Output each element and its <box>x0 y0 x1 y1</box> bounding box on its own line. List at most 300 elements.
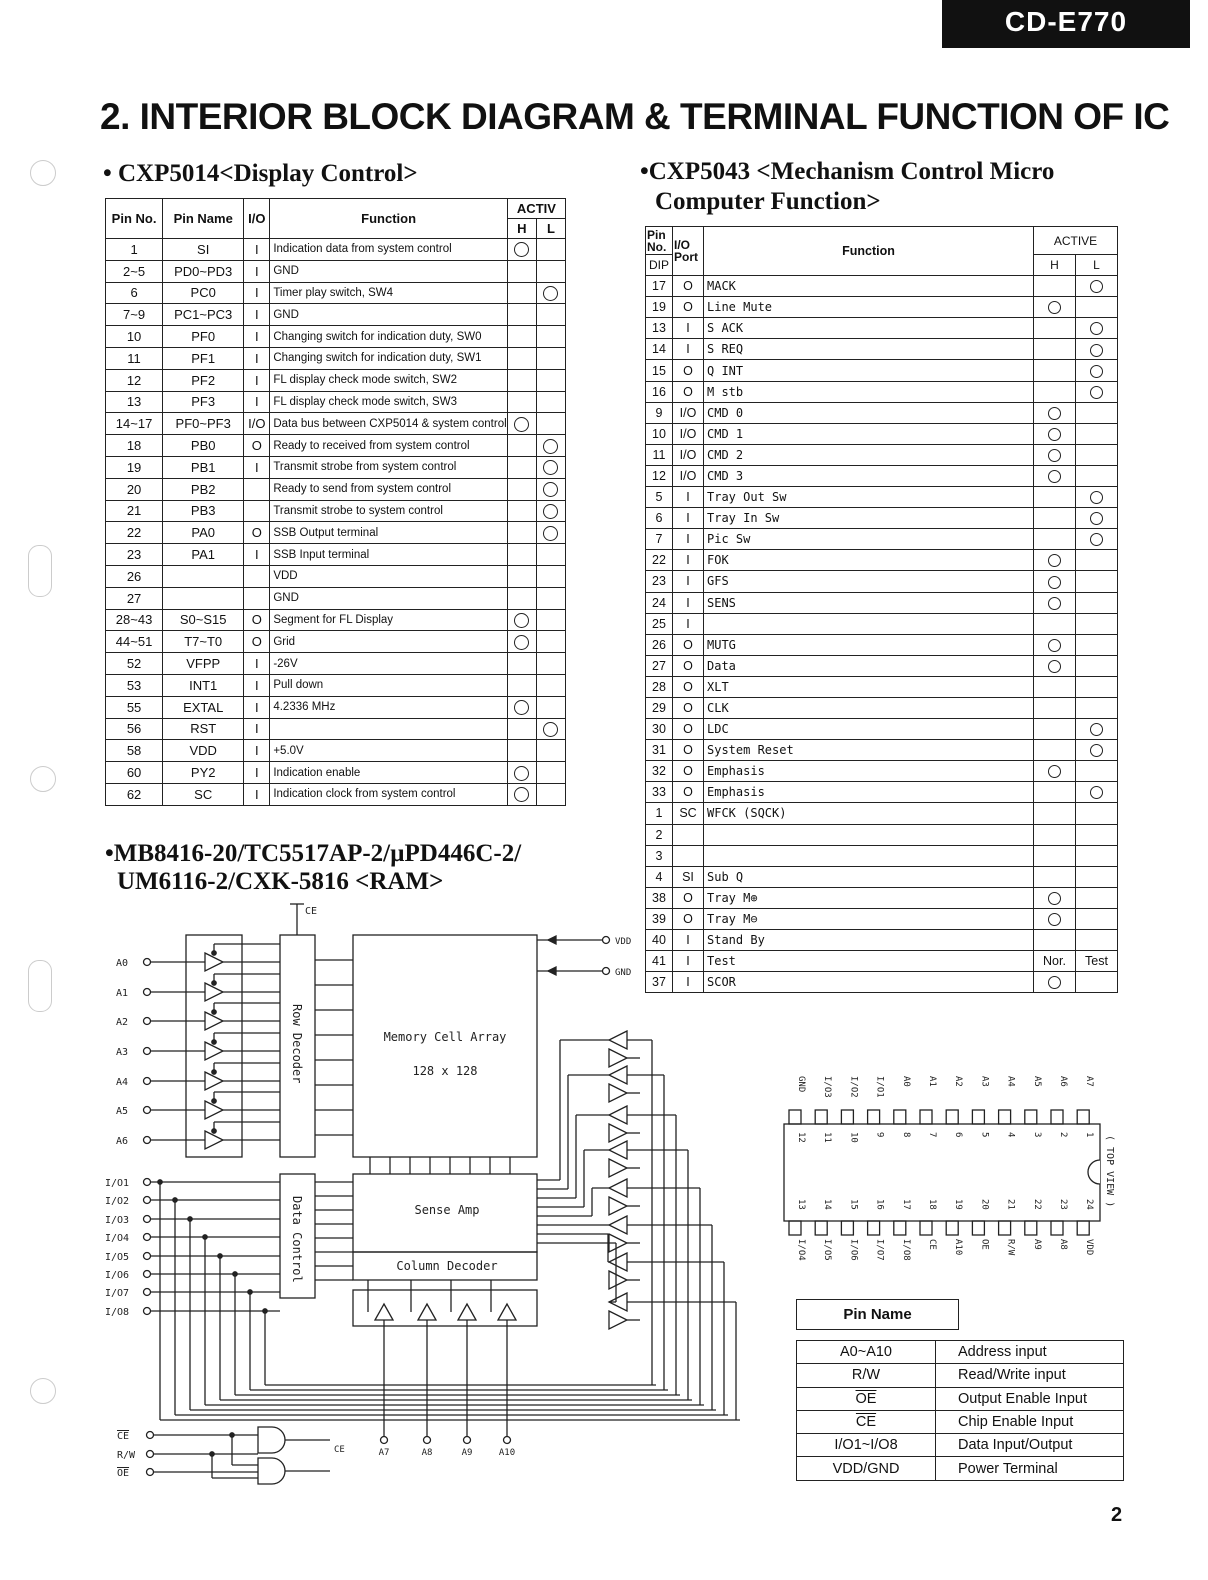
pin-label: VDD <box>1084 1239 1095 1256</box>
pin-io: O <box>673 634 704 655</box>
active-cell: Nor. <box>1034 951 1076 972</box>
buffer-symbol <box>609 1141 627 1159</box>
package-pin <box>841 1221 853 1235</box>
buffer-symbol <box>375 1304 393 1320</box>
diagram-label: A10 <box>498 1448 516 1458</box>
junction-dot <box>212 1040 216 1044</box>
page-number: 2 <box>1111 1504 1123 1526</box>
pin-label: A3 <box>979 1076 990 1087</box>
pin-name: PY2 <box>163 762 244 784</box>
diagram-label: A7 <box>378 1448 390 1458</box>
pin-function: FOK <box>704 550 1034 571</box>
package-pin <box>1077 1221 1089 1235</box>
cxp5043-title-line2: Computer Function> <box>655 188 881 215</box>
diagram-label: A0 <box>116 958 129 969</box>
pin-io: I <box>673 487 704 508</box>
pin-function: SSB Output terminal <box>270 522 508 544</box>
pin-function: MUTG <box>704 634 1034 655</box>
pin-label: I/O7 <box>874 1239 885 1261</box>
pin-function: Test <box>704 951 1034 972</box>
pin-io: I <box>244 674 270 696</box>
junction-dot <box>212 1099 216 1103</box>
package-pin <box>972 1221 984 1235</box>
pin-number: 53 <box>106 674 163 696</box>
pin-io: I <box>244 369 270 391</box>
pin-name: S0~S15 <box>163 609 244 631</box>
junction-dot <box>212 1070 216 1074</box>
pin-io: I <box>673 550 704 571</box>
pin-name: PA1 <box>163 544 244 566</box>
pin-label: A8 <box>1058 1239 1068 1250</box>
buffer-symbol <box>609 1197 627 1215</box>
col-pin-no: Pin No. <box>646 227 673 255</box>
pin-number: 40 <box>646 930 673 951</box>
pin-function: Indication clock from system control <box>270 783 508 805</box>
pin-number: 11 <box>822 1132 833 1143</box>
pin-number: 28~43 <box>106 609 163 631</box>
pin-function: Grid <box>270 631 508 653</box>
pin-label: A4 <box>1005 1076 1016 1087</box>
pin-function: GND <box>270 260 508 282</box>
pin-terminal <box>464 1437 471 1444</box>
pin-number: 22 <box>1031 1199 1042 1210</box>
diagram-label: I/O4 <box>105 1233 130 1244</box>
junction-dot <box>212 1010 216 1014</box>
pin-function: GFS <box>704 571 1034 592</box>
pin-io: I/O <box>673 465 704 486</box>
junction-dot <box>212 951 216 955</box>
package-pin <box>868 1110 880 1124</box>
pin-name: SC <box>163 783 244 805</box>
pin-number: 7 <box>927 1132 937 1138</box>
pin-io: I <box>244 544 270 566</box>
pin-number: 18 <box>106 435 163 457</box>
pin-terminal <box>144 1271 151 1278</box>
data-control-label: Data Control <box>290 1196 304 1283</box>
pin-number: 21 <box>1005 1199 1016 1210</box>
pin-function: LDC <box>704 719 1034 740</box>
pin-io: SI <box>673 866 704 887</box>
pin-terminal <box>381 1437 388 1444</box>
pin-terminal <box>144 1216 151 1223</box>
pin-label: I/O4 <box>796 1239 806 1261</box>
table-row <box>797 1434 1124 1457</box>
table-row <box>797 1341 1124 1364</box>
pin-number: 23 <box>646 571 673 592</box>
pin-label: CE <box>927 1239 937 1250</box>
pin-name: VDD <box>163 740 244 762</box>
pin-terminal <box>147 1432 154 1439</box>
ram-title-line1: •MB8416-20/TC5517AP-2/µPD446C-2/ <box>105 840 522 867</box>
pin-function: Timer play switch, SW4 <box>270 282 508 304</box>
buffer-symbol <box>609 1049 627 1067</box>
pin-function: Transmit strobe from system control <box>270 456 508 478</box>
pin-number: 38 <box>646 887 673 908</box>
pin-terminal <box>603 968 610 975</box>
pin-function: CMD 0 <box>704 402 1034 423</box>
pin-io: O <box>673 360 704 381</box>
pin-number: 11 <box>106 347 163 369</box>
pin-label: A7 <box>1084 1076 1095 1087</box>
pin-function: XLT <box>704 676 1034 697</box>
pin-number: 33 <box>646 782 673 803</box>
buffer-symbol <box>609 1124 627 1142</box>
buffer-symbol <box>609 1271 627 1289</box>
pin-number: 55 <box>106 696 163 718</box>
cxp5043-title-line1: •CXP5043 <Mechanism Control Micro <box>640 158 1055 185</box>
pin-io: I <box>244 304 270 326</box>
active-cell: Test <box>1076 951 1118 972</box>
pin-number: 18 <box>927 1199 937 1210</box>
pin-label: A2 <box>953 1076 964 1087</box>
diagram-label: A1 <box>116 988 129 999</box>
pin-terminal <box>144 989 151 996</box>
pin-label: A1 <box>927 1076 937 1087</box>
pin-number: 15 <box>646 360 673 381</box>
top-view-label: ( TOP VIEW ) <box>1104 1135 1115 1208</box>
pin-io: I <box>244 696 270 718</box>
pin-number: 24 <box>1084 1199 1095 1210</box>
table-row <box>797 1364 1124 1387</box>
pin-number: 13 <box>106 391 163 413</box>
pin-name: A0~A10 <box>797 1341 936 1364</box>
buffer-symbol <box>609 1253 627 1271</box>
diagram-label: 128 x 128 <box>412 1064 478 1078</box>
pin-function: Pull down <box>270 674 508 696</box>
pin-name-table-body <box>797 1341 1124 1481</box>
pin-function: Stand By <box>704 930 1034 951</box>
pin-number: 20 <box>106 478 163 500</box>
pin-io: I <box>244 239 270 261</box>
pin-name: PF0~PF3 <box>163 413 244 435</box>
pin-io: I <box>244 282 270 304</box>
package-pin <box>815 1110 827 1124</box>
pin-io: O <box>673 782 704 803</box>
pin-function: FL display check mode switch, SW3 <box>270 391 508 413</box>
pin-io: I <box>244 653 270 675</box>
package-pin <box>946 1221 958 1235</box>
pin-number: 1 <box>106 239 163 261</box>
package-pin <box>1077 1110 1089 1124</box>
pin-label: I/O6 <box>848 1239 859 1261</box>
pin-label: A5 <box>1031 1076 1042 1087</box>
table-row <box>797 1457 1124 1480</box>
pin-label: R/W <box>1005 1239 1016 1256</box>
package-pin <box>946 1110 958 1124</box>
pin-function: GND <box>270 304 508 326</box>
pin-function: CMD 1 <box>704 423 1034 444</box>
col-pin-name: Pin Name <box>163 199 244 239</box>
pin-number: 10 <box>848 1132 859 1143</box>
pin-io: I <box>673 951 704 972</box>
pin-io: I <box>244 391 270 413</box>
table-row <box>797 1387 1124 1410</box>
pin-label: A10 <box>953 1239 964 1256</box>
pin-label: I/O1 <box>874 1076 885 1098</box>
pin-terminal <box>603 937 610 944</box>
pin-number: 56 <box>106 718 163 740</box>
pin-io: I <box>673 613 704 634</box>
buffer-symbol <box>418 1304 436 1320</box>
pin-function: -26V <box>270 653 508 675</box>
pin-number: 13 <box>646 318 673 339</box>
pin-name: PB2 <box>163 478 244 500</box>
pin-name: I/O1~I/O8 <box>797 1434 936 1457</box>
pin-function: CMD 2 <box>704 444 1034 465</box>
pin-number: 27 <box>106 587 163 609</box>
pin-function: WFCK (SQCK) <box>704 803 1034 824</box>
pin-io: I <box>244 740 270 762</box>
pin-name: INT1 <box>163 674 244 696</box>
pin-terminal <box>144 1018 151 1025</box>
pin-number: 16 <box>874 1199 885 1210</box>
pin-function: SSB Input terminal <box>270 544 508 566</box>
pin-function: S ACK <box>704 318 1034 339</box>
pin-function: SCOR <box>704 972 1034 993</box>
pin-io: I <box>244 762 270 784</box>
diagram-label: A6 <box>116 1136 129 1147</box>
cxp5014-title: • CXP5014<Display Control> <box>103 160 418 187</box>
diagram-label: Column Decoder <box>396 1259 498 1273</box>
buffer-symbol <box>609 1106 627 1124</box>
pin-io: I <box>673 571 704 592</box>
pin-io: O <box>673 719 704 740</box>
buffer-symbol <box>609 1084 627 1102</box>
pin-description: Read/Write input <box>936 1364 1124 1387</box>
pin-label: GND <box>796 1076 806 1093</box>
pin-io: O <box>673 761 704 782</box>
col-pin-no: Pin No. <box>106 199 163 239</box>
arrow-head <box>548 936 556 944</box>
pin-number: 2 <box>646 824 673 845</box>
pin-function: Transmit strobe to system control <box>270 500 508 522</box>
pin-number: 28 <box>646 676 673 697</box>
pin-io: I <box>244 347 270 369</box>
pin-function: Tray Out Sw <box>704 487 1034 508</box>
page-title: 2. INTERIOR BLOCK DIAGRAM & TERMINAL FUNCTION OF IC <box>100 96 1170 137</box>
pin-number: 17 <box>646 276 673 297</box>
pin-number: 44~51 <box>106 631 163 653</box>
pin-name-table <box>796 1340 1124 1481</box>
pin-number: 30 <box>646 719 673 740</box>
pin-function: M stb <box>704 381 1034 402</box>
pin-number: 41 <box>646 951 673 972</box>
buffer-symbol <box>458 1304 476 1320</box>
memory-cell-array-block <box>353 935 537 1157</box>
pin-io: I/O <box>673 402 704 423</box>
pin-number: 5 <box>979 1132 990 1138</box>
pin-number: 6 <box>646 508 673 529</box>
pin-terminal <box>147 1469 154 1476</box>
pin-number: 2~5 <box>106 260 163 282</box>
pin-function: Tray M⊕ <box>704 887 1034 908</box>
col-io: I/O <box>244 199 270 239</box>
pin-number: 12 <box>106 369 163 391</box>
diagram-label: A8 <box>421 1448 433 1458</box>
pin-number: 10 <box>646 423 673 444</box>
pin-function: Sub Q <box>704 866 1034 887</box>
pin-io: I <box>673 529 704 550</box>
col-io-port: I/O Port <box>673 227 704 276</box>
arrow-head <box>548 967 556 975</box>
pin-number: 10 <box>106 326 163 348</box>
diagram-label: I/O3 <box>105 1215 130 1226</box>
package-pin <box>972 1110 984 1124</box>
diagram-label: A3 <box>116 1047 129 1058</box>
package-pin <box>920 1110 932 1124</box>
pin-io: O <box>673 381 704 402</box>
buffer-symbol <box>609 1031 627 1049</box>
package-notch <box>1088 1160 1100 1184</box>
diagram-label: I/O6 <box>105 1270 130 1281</box>
pin-number: 23 <box>1058 1199 1068 1210</box>
pin-number: 31 <box>646 740 673 761</box>
pin-number: 17 <box>900 1199 911 1210</box>
pin-name: VDD/GND <box>797 1457 936 1480</box>
diagram-label: VDD <box>615 937 632 947</box>
package-pin <box>868 1221 880 1235</box>
pin-function: Segment for FL Display <box>270 609 508 631</box>
pin-number: 3 <box>1031 1132 1042 1138</box>
pin-description: Chip Enable Input <box>936 1410 1124 1433</box>
pin-name: PF1 <box>163 347 244 369</box>
package-pin <box>789 1110 801 1124</box>
pin-number: 19 <box>953 1199 964 1210</box>
pin-number: 23 <box>106 544 163 566</box>
pin-io: O <box>673 676 704 697</box>
pin-terminal <box>144 959 151 966</box>
pin-function: +5.0V <box>270 740 508 762</box>
pin-number: 22 <box>106 522 163 544</box>
pin-label: A9 <box>1031 1239 1042 1250</box>
pin-io: O <box>244 609 270 631</box>
buffer-symbol <box>609 1216 627 1234</box>
pin-terminal <box>144 1048 151 1055</box>
pin-number: 60 <box>106 762 163 784</box>
pin-function: Pic Sw <box>704 529 1034 550</box>
col-dip: DIP <box>646 255 673 276</box>
junction-dot <box>212 1129 216 1133</box>
buffer-symbol <box>609 1179 627 1197</box>
pin-number: 62 <box>106 783 163 805</box>
package-pin <box>894 1110 906 1124</box>
package-pin <box>999 1221 1011 1235</box>
pin-description: Output Enable Input <box>936 1387 1124 1410</box>
pin-name: EXTAL <box>163 696 244 718</box>
pin-terminal <box>144 1107 151 1114</box>
package-pin <box>894 1221 906 1235</box>
diagram-label: CE <box>117 1431 130 1442</box>
pin-function: Ready to send from system control <box>270 478 508 500</box>
pin-name: VFPP <box>163 653 244 675</box>
package-pin <box>999 1110 1011 1124</box>
diagram-label: CE <box>305 906 318 917</box>
pin-number: 21 <box>106 500 163 522</box>
pin-io: O <box>673 740 704 761</box>
pin-terminal <box>144 1179 151 1186</box>
pin-number: 7~9 <box>106 304 163 326</box>
pin-terminal <box>144 1137 151 1144</box>
diagram-label: Memory Cell Array <box>383 1030 507 1044</box>
pin-number: 1 <box>1084 1132 1095 1138</box>
package-pin <box>920 1221 932 1235</box>
table-row <box>797 1410 1124 1433</box>
diagram-label: I/O7 <box>105 1288 130 1299</box>
pin-label: I/O5 <box>822 1239 833 1261</box>
buffer-symbol <box>609 1311 627 1329</box>
pin-number: 29 <box>646 697 673 718</box>
pin-function: Emphasis <box>704 782 1034 803</box>
diagram-label: I/O1 <box>105 1178 130 1189</box>
pin-function: Data bus between CXP5014 & system control <box>270 413 508 435</box>
pin-io: I <box>244 456 270 478</box>
pin-number: 12 <box>646 465 673 486</box>
pin-io: I <box>673 318 704 339</box>
pin-function: Indication data from system control <box>270 239 508 261</box>
package-pin <box>1025 1110 1037 1124</box>
pin-function: VDD <box>270 565 508 587</box>
pin-name: R/W <box>797 1364 936 1387</box>
and-gate <box>258 1458 285 1484</box>
diagram-label: I/O8 <box>105 1307 130 1318</box>
pin-number: 19 <box>646 297 673 318</box>
pin-io: I/O <box>673 444 704 465</box>
pin-io: O <box>244 522 270 544</box>
pin-io: O <box>673 908 704 929</box>
buffer-symbol <box>609 1066 627 1084</box>
diagram-label: OE <box>117 1468 130 1479</box>
pin-name: PD0~PD3 <box>163 260 244 282</box>
pin-terminal <box>144 1308 151 1315</box>
pin-number: 16 <box>646 381 673 402</box>
pin-terminal <box>144 1234 151 1241</box>
pin-name: PB1 <box>163 456 244 478</box>
pin-number: 26 <box>646 634 673 655</box>
pin-function: FL display check mode switch, SW2 <box>270 369 508 391</box>
pin-number: 4 <box>1005 1132 1016 1138</box>
pin-name: RST <box>163 718 244 740</box>
diagram-label: A2 <box>116 1017 129 1028</box>
pin-function: Line Mute <box>704 297 1034 318</box>
col-active: ACTIVE <box>1034 227 1118 255</box>
pin-io: SC <box>673 803 704 824</box>
pin-number: 25 <box>646 613 673 634</box>
pin-label: I/O8 <box>900 1239 911 1261</box>
pin-number: 58 <box>106 740 163 762</box>
pin-number: 39 <box>646 908 673 929</box>
pin-terminal <box>144 1289 151 1296</box>
pin-number: 6 <box>953 1132 964 1138</box>
pin-label: A0 <box>900 1076 911 1087</box>
pin-number: 9 <box>874 1132 885 1138</box>
pin-io: O <box>673 276 704 297</box>
pin-io: I <box>244 260 270 282</box>
pin-function: SENS <box>704 592 1034 613</box>
pin-description: Power Terminal <box>936 1457 1124 1480</box>
pin-io: O <box>673 697 704 718</box>
diagram-label: I/O5 <box>105 1252 130 1263</box>
package-pin <box>815 1221 827 1235</box>
pin-number: 11 <box>646 444 673 465</box>
and-gate <box>258 1427 285 1453</box>
pin-terminal <box>144 1253 151 1260</box>
diagram-label: A9 <box>461 1448 473 1458</box>
pin-function: System Reset <box>704 740 1034 761</box>
pin-function: GND <box>270 587 508 609</box>
diagram-label: A5 <box>116 1106 129 1117</box>
pin-terminal <box>504 1437 511 1444</box>
pin-function: CLK <box>704 697 1034 718</box>
